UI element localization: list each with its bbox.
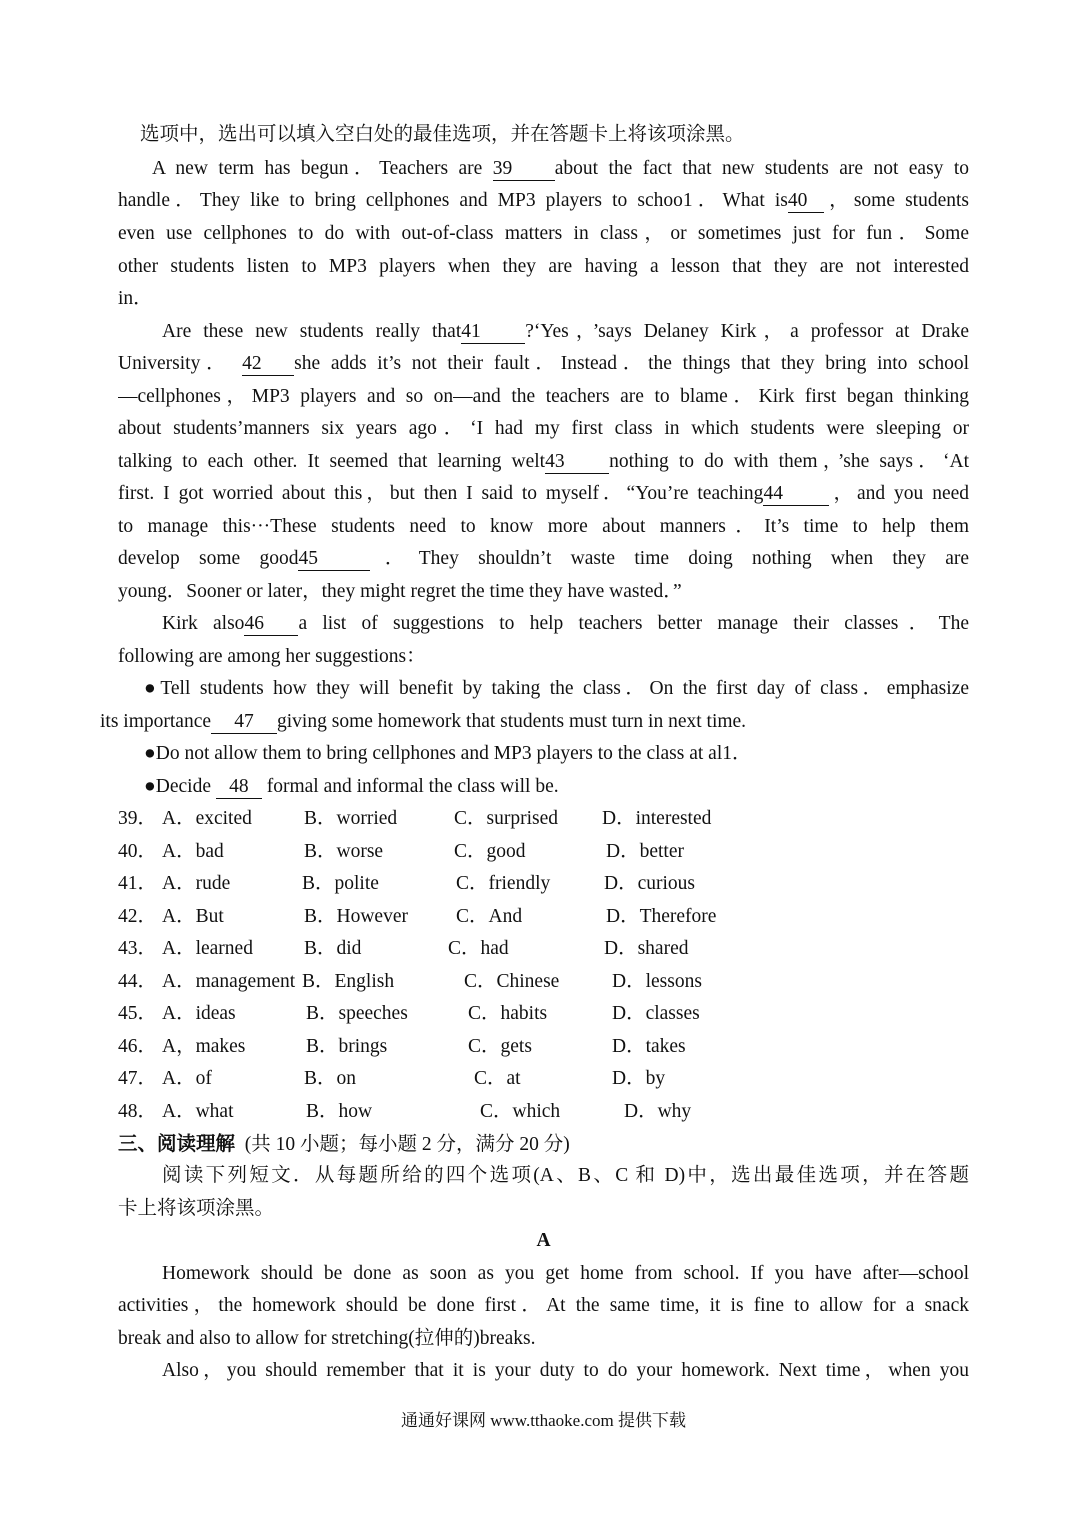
option-d: D．better bbox=[606, 841, 684, 862]
option-d: D．why bbox=[624, 1101, 692, 1122]
option-c: C．Chinese bbox=[464, 971, 560, 992]
blank-40: 40 bbox=[788, 190, 824, 213]
passage-line: Kirk also46 a list of suggestions to help teachers better manage their classes．The bbox=[162, 613, 969, 634]
question-number: 39． bbox=[118, 808, 158, 829]
option-c: C．gets bbox=[468, 1036, 532, 1057]
question-number: 47． bbox=[118, 1068, 158, 1089]
blank-39: 39 bbox=[493, 158, 555, 181]
passage-line: even use cellphones to do with out-of-class matters in class，or sometimes just for fun．Some bbox=[118, 223, 969, 244]
question-number: 42． bbox=[118, 906, 158, 927]
option-row bbox=[118, 871, 818, 897]
option-b: B．However bbox=[304, 906, 408, 927]
section-heading: 三、阅读理解 (共 10 小题；每小题 2 分，满分 20 分) bbox=[118, 1132, 570, 1155]
passage-line: develop some good45 ．They shouldn’t waste time doing nothing when they are bbox=[118, 548, 969, 569]
option-a: A．management bbox=[162, 971, 296, 992]
option-a: A．learned bbox=[162, 938, 253, 959]
option-row bbox=[118, 1034, 818, 1060]
blank-47: 47 bbox=[211, 711, 277, 734]
suggestion-3: ●Decide 48 formal and informal the class will be. bbox=[144, 776, 559, 797]
passage-line: talking to each other. It seemed that learning welt43 nothing to do with them，’she says．‘At bbox=[118, 451, 969, 472]
option-d: D．curious bbox=[604, 873, 695, 894]
option-row bbox=[118, 936, 818, 962]
option-d: D．takes bbox=[612, 1036, 686, 1057]
passage-a-line: Also，you should remember that it is your duty to do your homework. Next time，when you bbox=[162, 1360, 969, 1381]
option-b: B．speeches bbox=[306, 1003, 408, 1024]
passage-line: in． bbox=[118, 288, 153, 309]
passage-line: Are these new students really that41 ?‘Yes，’says Delaney Kirk，a professor at Drake bbox=[162, 321, 969, 342]
question-number: 45． bbox=[118, 1003, 158, 1024]
option-a: A．ideas bbox=[162, 1003, 236, 1024]
option-row bbox=[118, 839, 818, 865]
option-d: D．by bbox=[612, 1068, 666, 1089]
option-c: C．at bbox=[474, 1068, 521, 1089]
option-d: D．lessons bbox=[612, 971, 702, 992]
passage-line: first. I got worried about this，but then I said to myself．“You’re teaching44 ，and you need bbox=[118, 483, 969, 504]
instruction-line: 阅读下列短文．从每题所给的四个选项(A、B、C 和 D)中，选出最佳选项，并在答题 bbox=[162, 1165, 969, 1186]
question-number: 44． bbox=[118, 971, 158, 992]
option-c: C．which bbox=[480, 1101, 561, 1122]
passage-line: University． 42 she adds it’s not their fault．Instead．the things that they bring into school bbox=[118, 353, 969, 374]
option-d: D．shared bbox=[604, 938, 689, 959]
passage-a-line: activities，the homework should be done first．At the same time, it is fine to allow for a snack bbox=[118, 1295, 969, 1316]
option-d: D．Therefore bbox=[606, 906, 717, 927]
passage-line: following are among her suggestions： bbox=[118, 646, 426, 667]
passage-line: about students’manners six years ago．‘I had my first class in which students were sleeping or bbox=[118, 418, 969, 439]
option-c: C．friendly bbox=[456, 873, 551, 894]
option-row bbox=[118, 1066, 818, 1092]
option-c: C．And bbox=[456, 906, 523, 927]
suggestion-2: ●Do not allow them to bring cellphones and MP3 players to the class at al1． bbox=[144, 743, 752, 764]
option-b: B．polite bbox=[302, 873, 379, 894]
intro-line: 选项中，选出可以填入空白处的最佳选项，并在答题卡上将该项涂黑。 bbox=[140, 124, 745, 145]
option-c: C．had bbox=[448, 938, 509, 959]
blank-46: 46 bbox=[244, 613, 298, 636]
question-number: 40． bbox=[118, 841, 158, 862]
suggestion-1-cont: its importance 47 giving some homework that students must turn in next time. bbox=[100, 711, 747, 732]
passage-line: handle．They like to bring cellphones and MP3 players to schoo1．What is40 ，some students bbox=[118, 190, 969, 211]
option-a: A．bad bbox=[162, 841, 224, 862]
option-b: B．English bbox=[302, 971, 395, 992]
page-footer: 通通好课网 www.tthaoke.com 提供下载 bbox=[400, 1411, 687, 1430]
option-a: A．But bbox=[162, 906, 224, 927]
option-row bbox=[118, 1001, 818, 1027]
instruction-line: 卡上将该项涂黑。 bbox=[118, 1198, 275, 1219]
suggestion-1: ●Tell students how they will benefit by taking the class．On the first day of class．emphasize bbox=[144, 678, 969, 699]
blank-42: 42 bbox=[242, 353, 294, 376]
passage-line: to manage this···These students need to know more about manners．It’s time to help them bbox=[118, 516, 969, 537]
option-c: C．habits bbox=[468, 1003, 548, 1024]
option-b: B．worried bbox=[304, 808, 398, 829]
passage-line: young．Sooner or later，they might regret the time they have wasted．” bbox=[118, 581, 682, 602]
option-row bbox=[118, 904, 818, 930]
option-b: B．brings bbox=[306, 1036, 388, 1057]
option-c: C．good bbox=[454, 841, 526, 862]
blank-48: 48 bbox=[216, 776, 262, 799]
option-row bbox=[118, 1099, 818, 1125]
passage-line: other students listen to MP3 players when they are having a lesson that they are not interested bbox=[118, 256, 969, 277]
option-b: B．on bbox=[304, 1068, 357, 1089]
option-d: D．interested bbox=[602, 808, 712, 829]
question-number: 41． bbox=[118, 873, 158, 894]
passage-label: A bbox=[536, 1230, 551, 1251]
question-number: 43． bbox=[118, 938, 158, 959]
option-row bbox=[118, 806, 818, 832]
option-b: B．how bbox=[306, 1101, 373, 1122]
blank-43: 43 bbox=[545, 451, 609, 474]
option-a: A．rude bbox=[162, 873, 231, 894]
option-a: A．of bbox=[162, 1068, 212, 1089]
passage-line: A new term has begun．Teachers are 39 about the fact that new students are not easy to bbox=[152, 158, 969, 179]
option-b: B．worse bbox=[304, 841, 384, 862]
question-number: 48． bbox=[118, 1101, 158, 1122]
option-a: A，makes bbox=[162, 1036, 246, 1057]
passage-line: —cellphones，MP3 players and so on—and the teachers are to blame．Kirk first began thinking bbox=[118, 386, 969, 407]
option-a: A．what bbox=[162, 1101, 234, 1122]
passage-a-line: break and also to allow for stretching(拉伸的)breaks. bbox=[118, 1328, 536, 1349]
question-number: 46． bbox=[118, 1036, 158, 1057]
passage-a-line: Homework should be done as soon as you get home from school. If you have after—school bbox=[162, 1263, 969, 1284]
blank-41: 41 bbox=[461, 321, 525, 344]
option-b: B．did bbox=[304, 938, 362, 959]
option-row bbox=[118, 969, 818, 995]
blank-44: 44 bbox=[763, 483, 829, 506]
option-c: C．surprised bbox=[454, 808, 558, 829]
blank-45: 45 bbox=[298, 548, 370, 571]
option-d: D．classes bbox=[612, 1003, 700, 1024]
option-a: A．excited bbox=[162, 808, 252, 829]
